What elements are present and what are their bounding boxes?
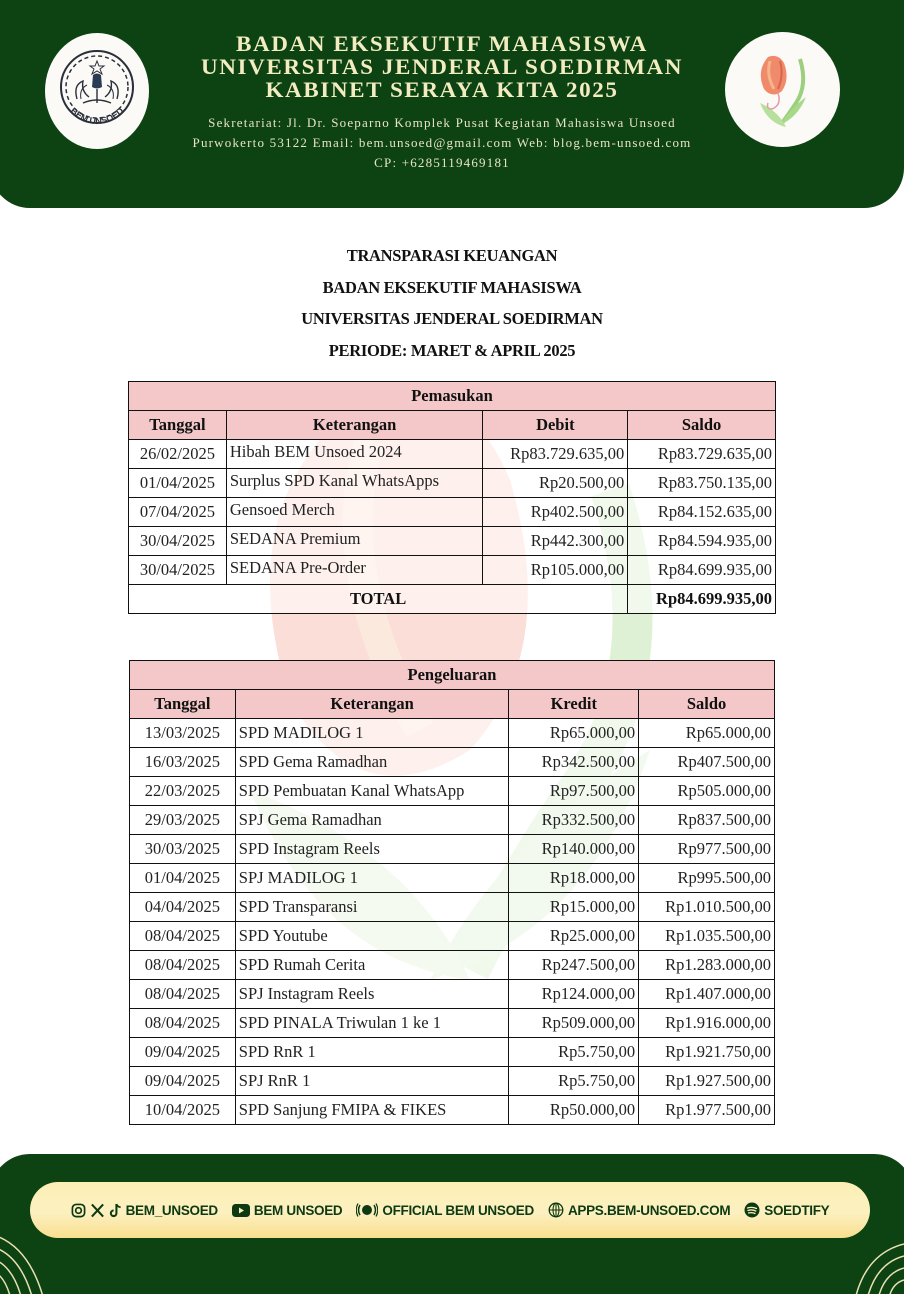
row-amount: Rp247.500,00 [509, 951, 639, 980]
row-balance: Rp1.927.500,00 [639, 1067, 775, 1096]
row-description: Surplus SPD Kanal WhatsApps [226, 469, 483, 498]
row-date: 01/04/2025 [129, 469, 227, 498]
row-amount: Rp5.750,00 [509, 1067, 639, 1096]
expense-table-row [130, 1038, 775, 1067]
row-amount: Rp15.000,00 [509, 893, 639, 922]
row-balance: Rp1.283.000,00 [639, 951, 775, 980]
row-date: 04/04/2025 [130, 893, 236, 922]
row-balance: Rp65.000,00 [639, 719, 775, 748]
row-description: SPD RnR 1 [235, 1038, 509, 1067]
row-amount: Rp124.000,00 [509, 980, 639, 1009]
social-link-label: OFFICIAL BEM UNSOED [382, 1202, 534, 1218]
social-link-whatsapp-channel[interactable] [356, 1202, 534, 1218]
instagram-icon [71, 1203, 86, 1218]
doc-title-line-1: TRANSPARASI KEUANGAN [346, 246, 558, 265]
row-balance: Rp995.500,00 [639, 864, 775, 893]
row-date: 16/03/2025 [130, 748, 236, 777]
row-amount: Rp20.500,00 [483, 469, 628, 498]
row-date: 08/04/2025 [130, 951, 236, 980]
col-header-date: Tanggal [130, 690, 236, 719]
social-link-label: BEM UNSOED [253, 1202, 343, 1218]
income-table-row [129, 498, 776, 527]
row-description: SPD Instagram Reels [235, 835, 509, 864]
row-description: SPJ Instagram Reels [235, 980, 509, 1009]
row-amount: Rp402.500,00 [483, 498, 628, 527]
expense-table-row [130, 1067, 775, 1096]
col-header-date: Tanggal [129, 411, 227, 440]
row-balance: Rp1.977.500,00 [639, 1096, 775, 1125]
row-balance: Rp505.000,00 [639, 777, 775, 806]
income-section-title: Pemasukan [129, 382, 776, 411]
row-amount: Rp332.500,00 [509, 806, 639, 835]
social-link-label: APPS.BEM-UNSOED.COM [567, 1202, 731, 1218]
row-date: 30/04/2025 [129, 527, 227, 556]
row-date: 22/03/2025 [130, 777, 236, 806]
total-label: TOTAL [129, 585, 628, 614]
row-description: Gensoed Merch [226, 498, 483, 527]
income-table-row [129, 440, 776, 469]
social-link-label: BEM_UNSOED [125, 1202, 218, 1218]
row-date: 30/04/2025 [129, 556, 227, 585]
row-balance: Rp1.010.500,00 [639, 893, 775, 922]
row-date: 08/04/2025 [130, 922, 236, 951]
row-amount: Rp509.000,00 [509, 1009, 639, 1038]
expense-rows [130, 719, 775, 1125]
row-balance: Rp977.500,00 [639, 835, 775, 864]
social-links-bar [30, 1182, 870, 1238]
col-header-balance: Saldo [639, 690, 775, 719]
row-date: 08/04/2025 [130, 980, 236, 1009]
row-description: SPD PINALA Triwulan 1 ke 1 [235, 1009, 509, 1038]
row-description: SPJ Gema Ramadhan [235, 806, 509, 835]
row-description: SPD Youtube [235, 922, 509, 951]
doc-period: PERIODE: MARET & APRIL 2025 [328, 340, 576, 360]
address-line-1: Sekretariat: Jl. Dr. Soeparno Komplek Pusat Kegiatan Mahasiswa Unsoed [208, 115, 676, 130]
letterhead-header [0, 0, 904, 208]
org-title-line-3: KABINET SERAYA KITA 2025 [265, 77, 619, 102]
row-balance: Rp407.500,00 [639, 748, 775, 777]
col-header-description: Keterangan [226, 411, 483, 440]
social-link-website[interactable] [548, 1202, 730, 1218]
row-amount: Rp83.729.635,00 [483, 440, 628, 469]
income-table [128, 381, 776, 614]
total-value: Rp84.699.935,00 [628, 585, 776, 614]
org-title-line-1: BADAN EKSEKUTIF MAHASISWA [235, 31, 649, 56]
col-header-debit: Debit [483, 411, 628, 440]
row-date: 07/04/2025 [129, 498, 227, 527]
expense-table-row [130, 864, 775, 893]
row-balance: Rp1.916.000,00 [639, 1009, 775, 1038]
row-amount: Rp25.000,00 [509, 922, 639, 951]
social-link-label: SOEDTIFY [764, 1202, 830, 1218]
tiktok-icon [109, 1203, 122, 1218]
col-header-credit: Kredit [509, 690, 639, 719]
doc-title-line-2: BADAN EKSEKUTIF MAHASISWA [322, 277, 582, 297]
row-description: SEDANA Pre-Order [226, 556, 483, 585]
expense-table-row [130, 1009, 775, 1038]
row-date: 13/03/2025 [130, 719, 236, 748]
row-description: SPJ RnR 1 [235, 1067, 509, 1096]
row-date: 26/02/2025 [129, 440, 227, 469]
income-total-row [129, 585, 776, 614]
expense-table-row [130, 1096, 775, 1125]
row-amount: Rp97.500,00 [509, 777, 639, 806]
row-description: SPD Sanjung FMIPA & FIKES [235, 1096, 509, 1125]
expense-table [129, 660, 775, 1125]
org-title-line-2: UNIVERSITAS JENDERAL SOEDIRMAN [201, 54, 683, 79]
row-date: 10/04/2025 [130, 1096, 236, 1125]
decorative-curves-icon [844, 1234, 904, 1294]
spotify-icon [744, 1202, 760, 1218]
social-link-instagram-x-tiktok[interactable] [71, 1203, 218, 1218]
expense-table-row [130, 777, 775, 806]
row-amount: Rp442.300,00 [483, 527, 628, 556]
col-header-description: Keterangan [235, 690, 509, 719]
expense-table-row [130, 835, 775, 864]
row-balance: Rp84.594.935,00 [628, 527, 776, 556]
row-date: 08/04/2025 [130, 1009, 236, 1038]
row-balance: Rp837.500,00 [639, 806, 775, 835]
row-description: SEDANA Premium [226, 527, 483, 556]
row-balance: Rp1.921.750,00 [639, 1038, 775, 1067]
svg-text:BEM UNSOED: BEM UNSOED [68, 105, 126, 127]
contact-phone: CP: +6285119469181 [374, 155, 510, 170]
document-title [0, 240, 904, 366]
expense-table-row [130, 922, 775, 951]
row-date: 01/04/2025 [130, 864, 236, 893]
row-date: 09/04/2025 [130, 1067, 236, 1096]
row-balance: Rp1.035.500,00 [639, 922, 775, 951]
row-balance: Rp83.729.635,00 [628, 440, 776, 469]
social-link-youtube[interactable] [232, 1203, 343, 1218]
income-table-row [129, 469, 776, 498]
youtube-icon [232, 1204, 250, 1217]
expense-table-row [130, 893, 775, 922]
expense-table-row [130, 806, 775, 835]
col-header-balance: Saldo [628, 411, 776, 440]
expense-table-row [130, 719, 775, 748]
row-description: SPJ MADILOG 1 [235, 864, 509, 893]
row-description: SPD Transparansi [235, 893, 509, 922]
row-description: SPD Gema Ramadhan [235, 748, 509, 777]
row-date: 29/03/2025 [130, 806, 236, 835]
row-balance: Rp84.152.635,00 [628, 498, 776, 527]
expense-table-row [130, 980, 775, 1009]
row-amount: Rp140.000,00 [509, 835, 639, 864]
row-description: Hibah BEM Unsoed 2024 [226, 440, 483, 469]
tulip-flower-icon [738, 45, 828, 135]
income-table-row [129, 527, 776, 556]
x-twitter-icon [90, 1203, 105, 1218]
income-rows [129, 440, 776, 585]
expense-table-row [130, 951, 775, 980]
row-description: SPD Rumah Cerita [235, 951, 509, 980]
whatsapp-channel-icon [356, 1202, 378, 1218]
row-balance: Rp83.750.135,00 [628, 469, 776, 498]
income-table-row [129, 556, 776, 585]
expense-table-row [130, 748, 775, 777]
row-description: SPD Pembuatan Kanal WhatsApp [235, 777, 509, 806]
row-balance: Rp84.699.935,00 [628, 556, 776, 585]
globe-icon [548, 1202, 564, 1218]
row-amount: Rp5.750,00 [509, 1038, 639, 1067]
row-amount: Rp342.500,00 [509, 748, 639, 777]
address-line-2: Purwokerto 53122 Email: bem.unsoed@gmail.com Web: blog.bem-unsoed.com [192, 135, 692, 150]
expense-section-title: Pengeluaran [130, 661, 775, 690]
row-amount: Rp65.000,00 [509, 719, 639, 748]
header-text-block [140, 32, 744, 173]
row-balance: Rp1.407.000,00 [639, 980, 775, 1009]
row-amount: Rp18.000,00 [509, 864, 639, 893]
row-amount: Rp105.000,00 [483, 556, 628, 585]
cabinet-logo [725, 32, 840, 147]
row-date: 30/03/2025 [130, 835, 236, 864]
letterhead-footer [0, 1154, 904, 1294]
row-amount: Rp50.000,00 [509, 1096, 639, 1125]
social-link-spotify[interactable] [744, 1202, 829, 1218]
doc-title-line-3: UNIVERSITAS JENDERAL SOEDIRMAN [301, 309, 603, 328]
row-date: 09/04/2025 [130, 1038, 236, 1067]
row-description: SPD MADILOG 1 [235, 719, 509, 748]
